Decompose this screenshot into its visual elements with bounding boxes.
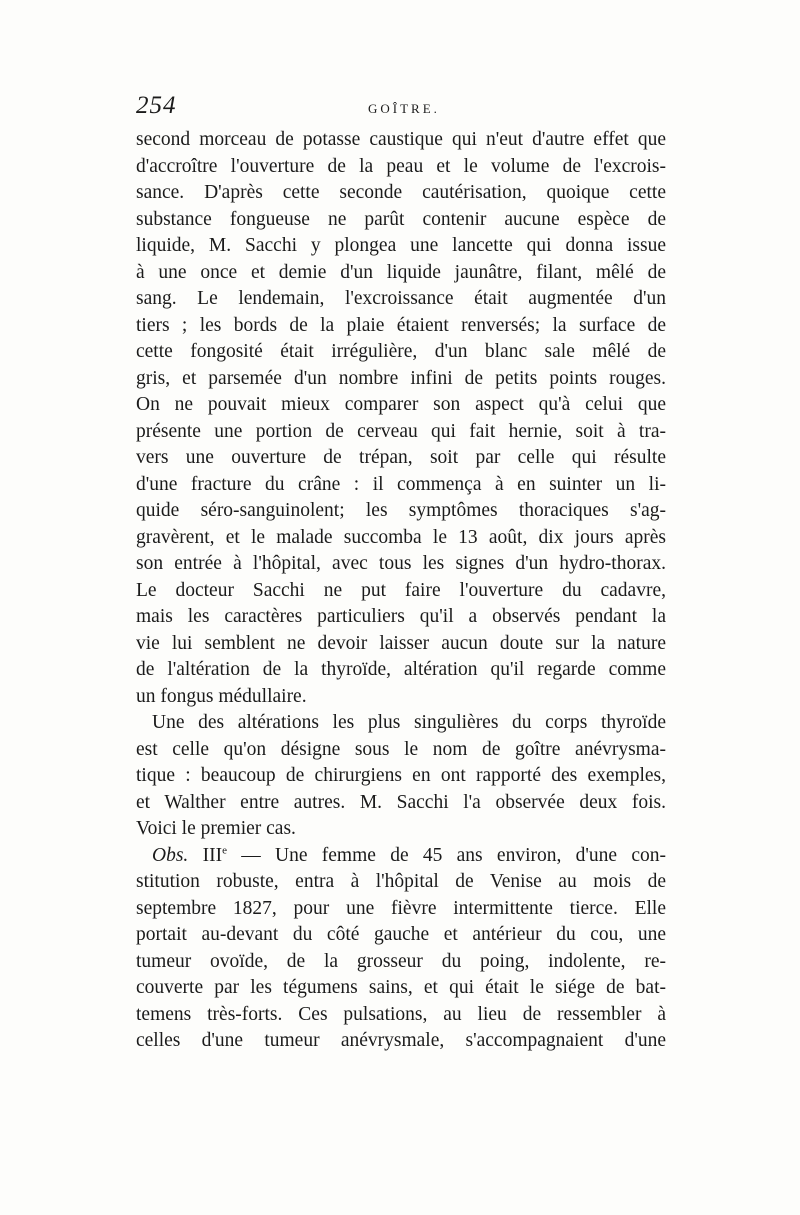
text-line: est celle qu'on désigne sous le nom de goître anévrysma- bbox=[136, 738, 666, 760]
text-line: tumeur ovoïde, de la grosseur du poing, indolente, re- bbox=[136, 950, 666, 972]
text-line: gris, et parsemée d'un nombre infini de petits points rouges. bbox=[136, 367, 666, 389]
paragraph-continuation bbox=[136, 127, 666, 710]
observation-first-line bbox=[136, 843, 666, 870]
text-line: septembre 1827, pour une fièvre intermittente tierce. Elle bbox=[136, 897, 666, 919]
text-line: vie lui semblent ne devoir laisser aucun doute sur la nature bbox=[136, 632, 666, 654]
text-line: mais les caractères particuliers qu'il a observés pendant la bbox=[136, 606, 666, 627]
text-line: liquide, M. Sacchi y plongea une lancette qui donna issue bbox=[136, 235, 666, 256]
text-line: portait au-devant du côté gauche et antérieur du cou, une bbox=[136, 924, 666, 945]
page-header bbox=[136, 92, 662, 122]
text-line: son entrée à l'hôpital, avec tous les signes d'un hydro-thorax. bbox=[136, 553, 666, 574]
text-line: sang. Le lendemain, l'excroissance était augmentée d'un bbox=[136, 288, 666, 309]
observation-paragraph bbox=[136, 843, 666, 1055]
observation-label: Obs. bbox=[152, 844, 189, 866]
paragraph-aneurysmal-goitre bbox=[136, 710, 666, 843]
observation-number: III bbox=[202, 844, 223, 866]
text-line: tiers ; les bords de la plaie étaient renversés; la surface de bbox=[136, 314, 666, 336]
text-line: vers une ouverture de trépan, soit par celle qui résulte bbox=[136, 447, 666, 468]
text-line: présente une portion de cerveau qui fait hernie, soit à tra- bbox=[136, 420, 666, 442]
text-line: substance fongueuse ne parût contenir aucune espèce de bbox=[136, 208, 666, 230]
text-line: celles d'une tumeur anévrysmale, s'accompagnaient d'une bbox=[136, 1030, 666, 1051]
text-line: et Walther entre autres. M. Sacchi l'a observée deux fois. bbox=[136, 791, 666, 813]
text-line: Le docteur Sacchi ne put faire l'ouverture du cadavre, bbox=[136, 579, 666, 601]
text-line: second morceau de potasse caustique qui n'eut d'autre effet que bbox=[136, 129, 666, 150]
text-line: quide séro-sanguinolent; les symptômes thoraciques s'ag- bbox=[136, 500, 666, 521]
text-line: tique : beaucoup de chirurgiens en ont rapporté des exemples, bbox=[136, 765, 666, 786]
text-line: d'accroître l'ouverture de la peau et le volume de l'excrois- bbox=[136, 155, 666, 177]
observation-first-line-text: — Une femme de 45 ans environ, d'une con- bbox=[226, 844, 666, 866]
observation-number-superscript: e bbox=[222, 844, 227, 856]
text-line: Voici le premier cas. bbox=[136, 818, 296, 839]
text-line: Une des altérations les plus singulières du corps thyroïde bbox=[152, 712, 666, 733]
page-number: 254 bbox=[136, 92, 177, 119]
text-line: de l'altération de la thyroïde, altération qu'il regarde comme bbox=[136, 659, 666, 680]
body-text bbox=[136, 127, 666, 1055]
text-line: gravèrent, et le malade succomba le 13 août, dix jours après bbox=[136, 526, 666, 548]
text-line: cette fongosité était irrégulière, d'un blanc sale mêlé de bbox=[136, 341, 666, 362]
text-line: un fongus médullaire. bbox=[136, 685, 307, 707]
text-line: stitution robuste, entra à l'hôpital de Venise au mois de bbox=[136, 871, 666, 892]
text-line: d'une fracture du crâne : il commença à en suinter un li- bbox=[136, 473, 666, 495]
running-title: GOÎTRE. bbox=[368, 101, 440, 116]
text-line: à une once et demie d'un liquide jaunâtre, filant, mêlé de bbox=[136, 261, 666, 283]
text-line: temens très-forts. Ces pulsations, au lieu de ressembler à bbox=[136, 1003, 666, 1025]
text-line: On ne pouvait mieux comparer son aspect qu'à celui que bbox=[136, 394, 666, 415]
text-line: couverte par les tégumens sains, et qui était le siége de bat- bbox=[136, 977, 666, 998]
text-line: sance. D'après cette seconde cautérisation, quoique cette bbox=[136, 182, 666, 203]
